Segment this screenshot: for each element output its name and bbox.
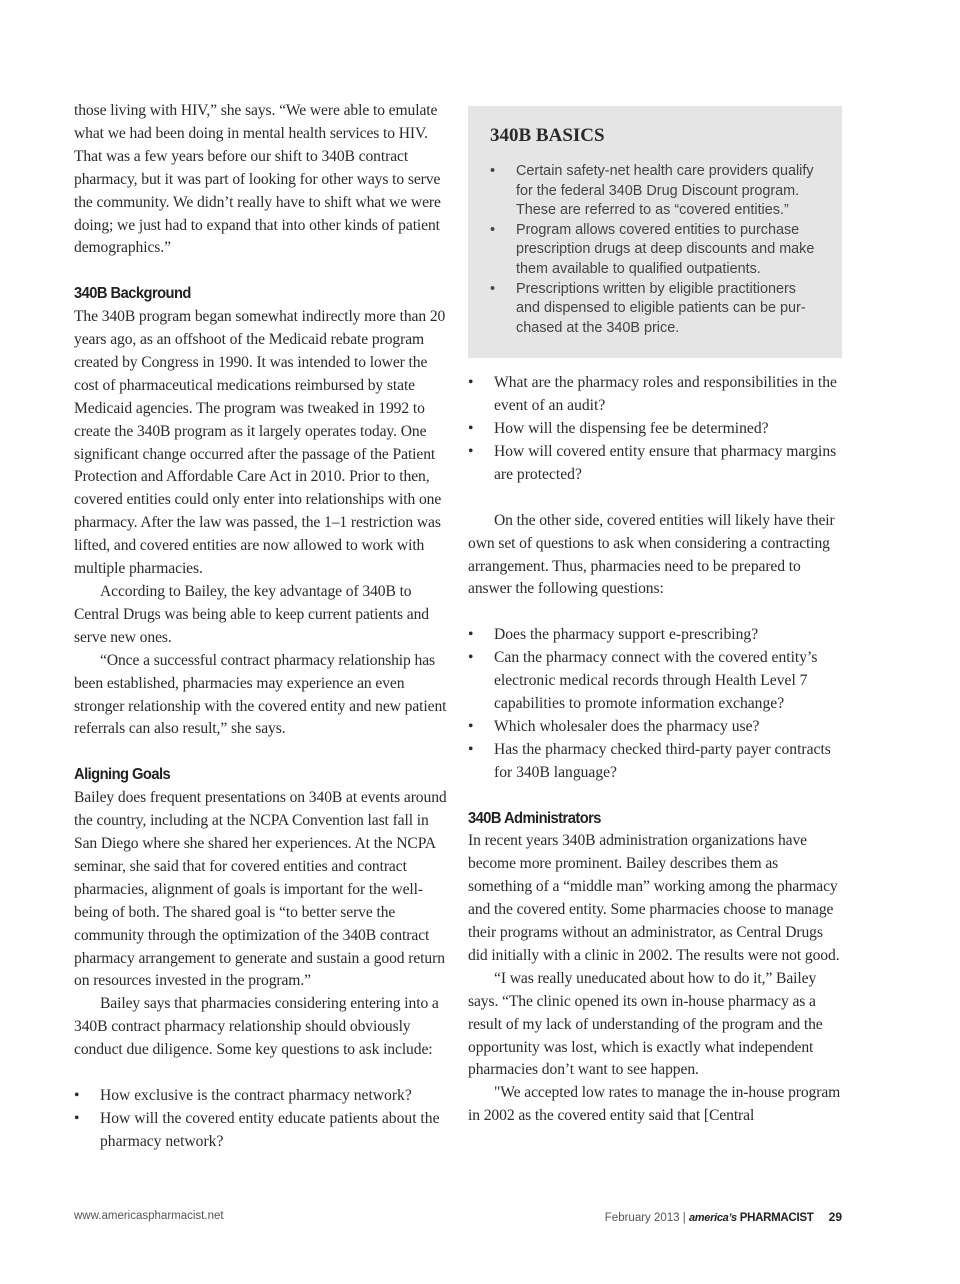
heading-340b-administrators: 340B Administrators <box>468 809 601 827</box>
brand-word-americas: america’s <box>688 1212 737 1224</box>
audit-questions-list <box>468 372 842 487</box>
footer-issue-info <box>605 1210 842 1224</box>
bullet-glyph: • <box>468 717 474 735</box>
right-column <box>468 100 842 1128</box>
footer-url: www.americaspharmacist.net <box>74 1210 224 1222</box>
other-side-paragraph: On the other side, covered entities will likely have their own set of questions to ask when considering a contracting arrangement. Thus, pharmacies need to be prepared to answer the following questions: <box>468 511 835 598</box>
list-item: • Certain safety-net health care providers qualify for the federal 340B Drug Discount program. These are referred to as “covered entities.” <box>490 163 814 219</box>
goals-paragraph-1: Bailey does frequent presentations on 340B at events around the country, including at the NCPA Convention last fall in San Diego where she shared her experiences. At the NCPA seminar, she said that for covered entities and contract pharmacies, alignment of goals is important for the well-being of both. The shared goal is “to better serve the community through the optimization of the 340B contract pharmacy arrangement to generate and sustain a good return on resources invested in the program.” <box>74 789 447 990</box>
list-item: • Has the pharmacy checked third-party payer contracts for 340B language? <box>468 740 831 781</box>
key-questions-list <box>74 1085 452 1154</box>
list-item: • What are the pharmacy roles and responsibilities in the event of an audit? <box>468 374 837 415</box>
bullet-glyph: • <box>468 374 474 392</box>
bullet-glyph: • <box>74 1086 80 1104</box>
bullet-glyph: • <box>468 649 474 667</box>
background-paragraph-3: “Once a successful contract pharmacy relationship has been established, pharmacies may experience an even stronger relationship with the covered entity and new patient referrals can also result,” she says. <box>74 651 447 738</box>
sidebar-list <box>490 162 818 338</box>
bullet-glyph: • <box>490 280 496 297</box>
bullet-glyph: • <box>74 1109 80 1127</box>
list-item: • How will covered entity ensure that pharmacy margins are protected? <box>468 443 837 483</box>
list-item: • How exclusive is the contract pharmacy network? <box>74 1085 452 1108</box>
admin-paragraph-3: "We accepted low rates to manage the in-house program in 2002 as the covered entity said that [Central <box>468 1084 841 1125</box>
heading-aligning-goals: Aligning Goals <box>74 766 171 784</box>
sidebar-340b-basics <box>468 106 842 358</box>
bullet-glyph: • <box>468 420 474 438</box>
bullet-glyph: • <box>468 740 474 758</box>
background-paragraph-2: According to Bailey, the key advantage of 340B to Central Drugs was being able to keep current patients and serve new ones. <box>74 583 430 646</box>
page-footer <box>74 1210 842 1228</box>
page-number: 29 <box>828 1210 842 1224</box>
list-item: • Does the pharmacy support e-prescribing? <box>468 624 842 647</box>
footer-brand <box>689 1212 813 1224</box>
list-item: • Program allows covered entities to purchase prescription drugs at deep discounts and make them available to qualified outpatients. <box>490 221 815 277</box>
list-item: • Can the pharmacy connect with the covered entity’s electronic medical records through Health Level 7 capabilities to promote information exchange? <box>468 649 818 712</box>
list-item: • Prescriptions written by eligible practitioners and dispensed to eligible patients can be pur-chased at the 340B price. <box>490 280 806 336</box>
background-paragraph-1: The 340B program began somewhat indirectly more than 20 years ago, as an offshoot of the Medicaid rebate program created by Congress in 1990. It was intended to lower the cost of pharmaceutical medications reimbursed by state Medicaid agencies. The program was tweaked in 1992 to create the 340B program as it largely operates today. One significant change occurred after the passage of the Patient Protection and Affordable Care Act in 2010. Prior to then, covered entities could only enter into relationships with one pharmacy. After the law was passed, the 1–1 restriction was lifted, and covered entities are now allowed to work with multiple pharmacies. <box>74 308 446 578</box>
left-column <box>74 100 452 1154</box>
bullet-glyph: • <box>468 443 474 461</box>
heading-340b-background: 340B Background <box>74 285 191 303</box>
intro-paragraph: those living with HIV,” she says. “We were able to emulate what we had been doing in mental health services to HIV. That was a few years before our shift to 340B contract pharmacy, but it was part of looking for other ways to serve the community. We didn’t really have to shift what we were doing; we just had to expand that into other kinds of patient demographics.” <box>74 102 441 257</box>
brand-word-pharmacist: PHARMACIST <box>739 1212 814 1224</box>
bullet-glyph: • <box>468 626 474 644</box>
bullet-glyph: • <box>490 163 496 179</box>
admin-paragraph-2: “I was really uneducated about how to do it,” Bailey says. “The clinic opened its own in-house pharmacy as a result of my lack of understanding of the program and the opportunity was lost, which is exactly what independent pharmacies don’t want to see happen. <box>468 969 823 1079</box>
list-item: • Which wholesaler does the pharmacy use? <box>468 716 842 739</box>
sidebar-title: 340B BASICS <box>490 125 605 146</box>
footer-separator: | <box>682 1212 686 1224</box>
list-item: • How will the dispensing fee be determined? <box>468 418 842 441</box>
goals-paragraph-2: Bailey says that pharmacies considering entering into a 340B contract pharmacy relationship should obviously conduct due diligence. Some key questions to ask include: <box>74 995 439 1059</box>
covered-entity-questions-list <box>468 624 842 784</box>
admin-paragraph-1: In recent years 340B administration organizations have become more prominent. Bailey describes them as something of a “middle man” working among the pharmacy and the covered entity. Some pharmacies choose to manage their programs without an administrator, as Central Drugs did initially with a clinic in 2002. The results were not good. <box>468 832 840 964</box>
bullet-glyph: • <box>490 221 496 238</box>
footer-date: February 2013 <box>604 1212 680 1224</box>
list-item: • How will the covered entity educate patients about the pharmacy network? <box>74 1109 440 1150</box>
